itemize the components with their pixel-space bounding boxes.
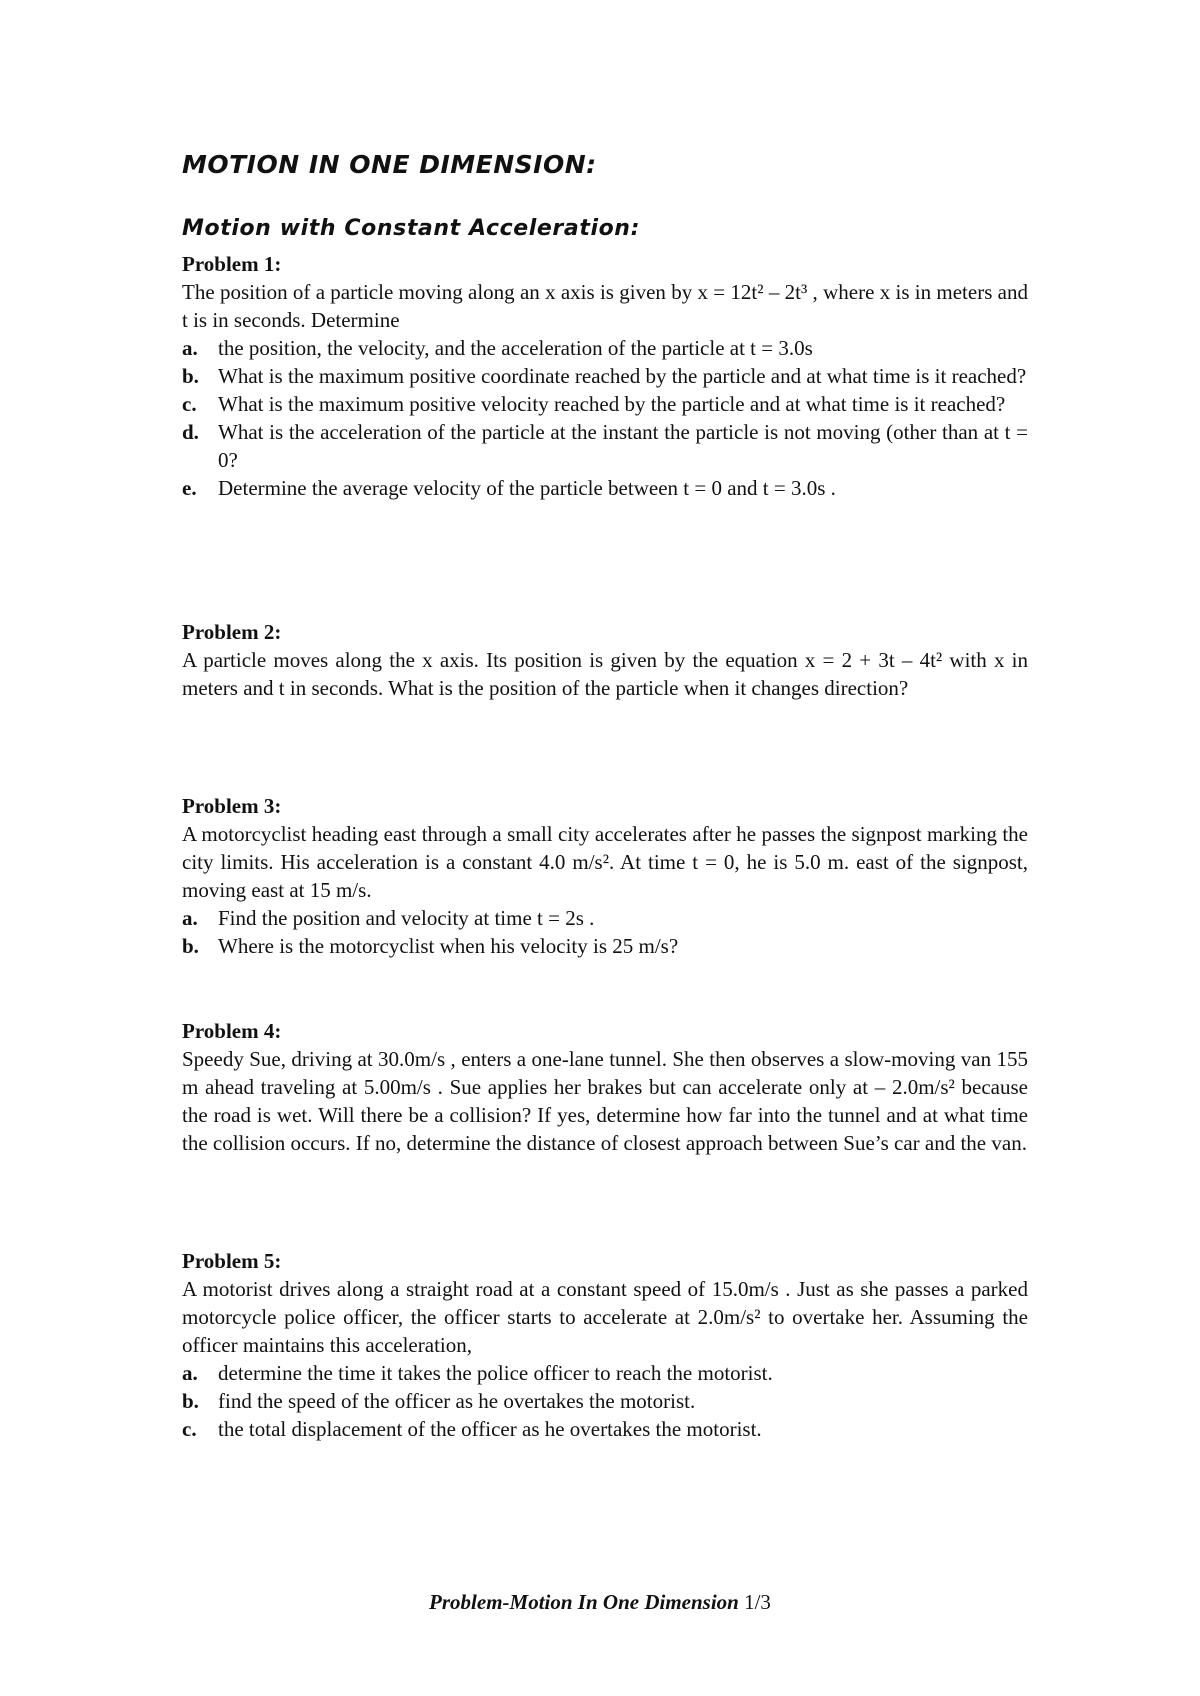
list-item [182, 1359, 1028, 1387]
item-label: e. [182, 476, 197, 500]
item-label: c. [182, 392, 197, 416]
page-number: 1/3 [744, 1590, 771, 1614]
item-label: b. [182, 934, 199, 958]
list-item [182, 362, 1028, 390]
problem-text: Speedy Sue, driving at 30.0m/s , enters a one-lane tunnel. She then observes a slow-moving van 155 m ahead traveling at 5.00m/s . Sue applies her brakes but can accelerate only at – 2.0m/s² because the road is wet. Will there be a collision? If yes, determine how far into the tunnel and at what time the collision occurs. If no, determine the distance of closest approach between Sue’s car and the van. [182, 1047, 1028, 1155]
problem-heading: Problem 3: [182, 794, 282, 818]
item-text: the total displacement of the officer as he overtakes the motorist. [218, 1417, 762, 1441]
item-text: What is the acceleration of the particle at the instant the particle is not moving (other than at t = 0? [218, 420, 1028, 472]
problem-text: A motorcyclist heading east through a small city accelerates after he passes the signpost marking the city limits. His acceleration is a constant 4.0 m/s². At time t = 0, he is 5.0 m. east of the signpost, moving east at 15 m/s. [182, 822, 1028, 902]
list-item [182, 474, 1028, 502]
item-text: What is the maximum positive coordinate reached by the particle and at what time is it reached? [218, 364, 1027, 388]
item-text: Determine the average velocity of the particle between t = 0 and t = 3.0s . [218, 476, 836, 500]
list-item [182, 418, 1028, 474]
problem-heading: Problem 4: [182, 1019, 282, 1043]
list-item [182, 932, 1028, 960]
list-item [182, 334, 1028, 362]
problem-text: A motorist drives along a straight road at a constant speed of 15.0m/s . Just as she passes a parked motorcycle police officer, the officer starts to accelerate at 2.0m/s² to overtake her. Assuming the officer maintains this acceleration, [182, 1277, 1028, 1357]
problem-heading: Problem 2: [182, 620, 282, 644]
problem-items [182, 904, 1028, 960]
item-text: Find the position and velocity at time t = 2s . [218, 906, 595, 930]
list-item [182, 904, 1028, 932]
item-text: Where is the motorcyclist when his velocity is 25 m/s? [218, 934, 679, 958]
item-label: a. [182, 906, 198, 930]
page-footer [0, 1590, 1200, 1615]
list-item [182, 390, 1028, 418]
item-label: b. [182, 364, 199, 388]
item-text: the position, the velocity, and the acceleration of the particle at t = 3.0s [218, 336, 813, 360]
problem-heading: Problem 5: [182, 1249, 282, 1273]
section-title: Motion with Constant Acceleration: [182, 216, 640, 241]
item-text: determine the time it takes the police officer to reach the motorist. [218, 1361, 773, 1385]
page-title: MOTION IN ONE DIMENSION: [182, 150, 597, 179]
problem-items [182, 1359, 1028, 1443]
problem-4 [182, 1017, 1028, 1157]
item-label: b. [182, 1389, 199, 1413]
problem-2 [182, 618, 1028, 702]
list-item [182, 1415, 1028, 1443]
footer-title: Problem-Motion In One Dimension [429, 1590, 739, 1614]
problem-1 [182, 250, 1028, 502]
item-label: c. [182, 1417, 197, 1441]
list-item [182, 1387, 1028, 1415]
problem-5 [182, 1247, 1028, 1443]
problem-items [182, 334, 1028, 502]
item-label: a. [182, 336, 198, 360]
item-text: find the speed of the officer as he overtakes the motorist. [218, 1389, 696, 1413]
problem-3 [182, 792, 1028, 960]
problem-heading: Problem 1: [182, 252, 282, 276]
item-label: d. [182, 420, 199, 444]
item-label: a. [182, 1361, 198, 1385]
item-text: What is the maximum positive velocity reached by the particle and at what time is it reached? [218, 392, 1006, 416]
problem-text: The position of a particle moving along an x axis is given by x = 12t² – 2t³ , where x is in meters and t is in seconds. Determine [182, 280, 1028, 332]
problem-text: A particle moves along the x axis. Its position is given by the equation x = 2 + 3t – 4t² with x in meters and t in seconds. What is the position of the particle when it changes direction? [182, 648, 1028, 700]
